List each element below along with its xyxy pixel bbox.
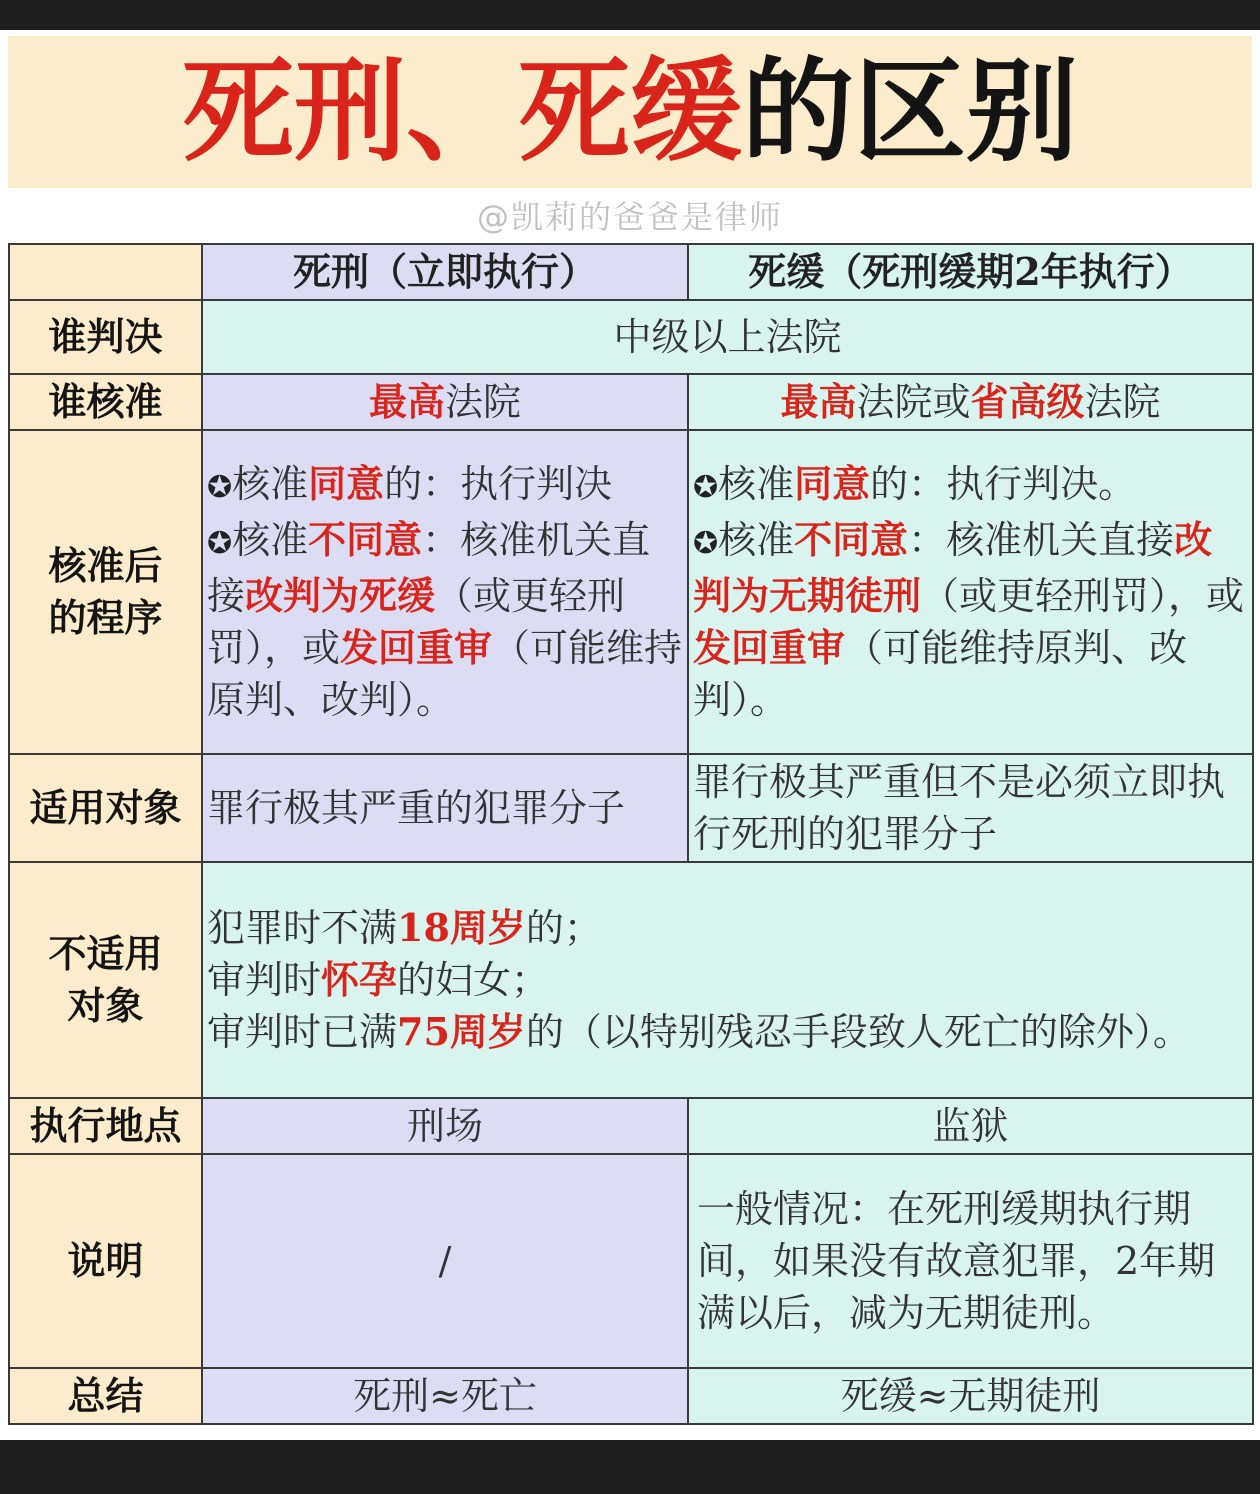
plain-text: （可能维持原判、改判）。 [693,626,1188,722]
table-header-row [9,244,1253,300]
highlight-text: 75周岁 [397,1009,526,1054]
page-title [182,46,1078,177]
row-label-summary: 总结 [9,1368,202,1424]
procedure-death [202,430,688,754]
plain-text: 法院 [445,380,522,424]
header-suspended: 死缓（死刑缓期2年执行） [688,244,1253,300]
highlight-text: 最高 [780,379,857,424]
table-row [9,300,1253,374]
highlight-text: 发回重审 [693,625,846,670]
table-row [9,374,1253,430]
table-row [9,862,1253,1098]
star-icon: ✪ [693,526,719,561]
highlight-text: 不同意 [794,517,909,562]
row-label-who-judges: 谁判决 [9,300,202,374]
plain-text: 审判时已满 [207,1010,398,1054]
plain-text: ：核准机关直接 [207,518,651,618]
star-icon: ✪ [207,470,233,505]
highlight-text: 最高 [368,379,445,424]
table-row [9,430,1253,754]
highlight-text: 同意 [794,461,871,506]
title-part-death-penalty: 死刑、 [182,46,518,177]
infographic-page [0,30,1260,1440]
title-part-difference: 的区别 [742,46,1078,177]
header-death-penalty: 死刑（立即执行） [202,244,688,300]
who-judges-value: 中级以上法院 [202,300,1253,374]
table-row [9,754,1253,862]
plain-text: ：核准机关直接 [908,518,1175,562]
plain-text: 犯罪时不满 [207,906,398,950]
applicable-suspended: 罪行极其严重但不是必须立即执行死刑的犯罪分子 [688,754,1253,862]
highlight-text: 不同意 [308,517,423,562]
highlight-text: 改判为死缓 [245,573,436,618]
plain-text: （或更轻刑罚），或 [921,574,1245,618]
comparison-table [8,243,1254,1425]
title-part-suspended: 死缓 [518,46,742,177]
summary-death: 死刑≈死亡 [202,1368,688,1424]
highlight-text: 发回重审 [340,625,493,670]
applicable-death: 罪行极其严重的犯罪分子 [202,754,688,862]
plain-text: 核准 [232,462,309,506]
plain-text: 审判时 [207,958,322,1002]
plain-text: （或更轻刑罚），或 [207,574,626,670]
summary-suspended: 死缓≈无期徒刑 [688,1368,1253,1424]
plain-text: 核准 [718,518,795,562]
not-applicable-value [202,862,1253,1098]
highlight-text: 同意 [308,461,385,506]
highlight-text: 18周岁 [397,905,526,950]
plain-text: 的：执行判决。 [870,462,1137,506]
highlight-text: 改判为无期徒刑 [693,517,1213,618]
title-banner [8,36,1252,188]
highlight-text: 省高级 [970,379,1085,424]
header-empty-cell [9,244,202,300]
place-suspended: 监狱 [688,1098,1253,1154]
who-approves-death [202,374,688,430]
who-approves-suspended [688,374,1253,430]
note-suspended: 一般情况：在死刑缓期执行期间，如果没有故意犯罪，2年期满以后，减为无期徒刑。 [688,1154,1253,1368]
place-death: 刑场 [202,1098,688,1154]
plain-text: 的妇女； [397,958,550,1002]
table-row [9,1098,1253,1154]
table-row [9,1368,1253,1424]
star-icon: ✪ [207,526,233,561]
plain-text: 的（以特别残忍手段致人死亡的除外）。 [525,1010,1191,1054]
plain-text: 的； [525,906,602,950]
star-icon: ✪ [693,470,719,505]
note-death: / [202,1154,688,1368]
row-label-not-applicable: 不适用对象 [9,862,202,1098]
plain-text: （可能维持原判、改判）。 [207,626,683,722]
row-label-applicable: 适用对象 [9,754,202,862]
plain-text: 核准 [718,462,795,506]
table-row [9,1154,1253,1368]
highlight-text: 怀孕 [321,957,398,1002]
plain-text: 的：执行判决 [384,462,613,506]
row-label-who-approves: 谁核准 [9,374,202,430]
row-label-procedure: 核准后的程序 [9,430,202,754]
plain-text: 核准 [232,518,309,562]
plain-text: 法院 [1084,380,1161,424]
plain-text: 法院或 [856,380,971,424]
procedure-suspended [688,430,1253,754]
row-label-note: 说明 [9,1154,202,1368]
row-label-place: 执行地点 [9,1098,202,1154]
watermark: @凯莉的爸爸是律师 [476,198,783,236]
